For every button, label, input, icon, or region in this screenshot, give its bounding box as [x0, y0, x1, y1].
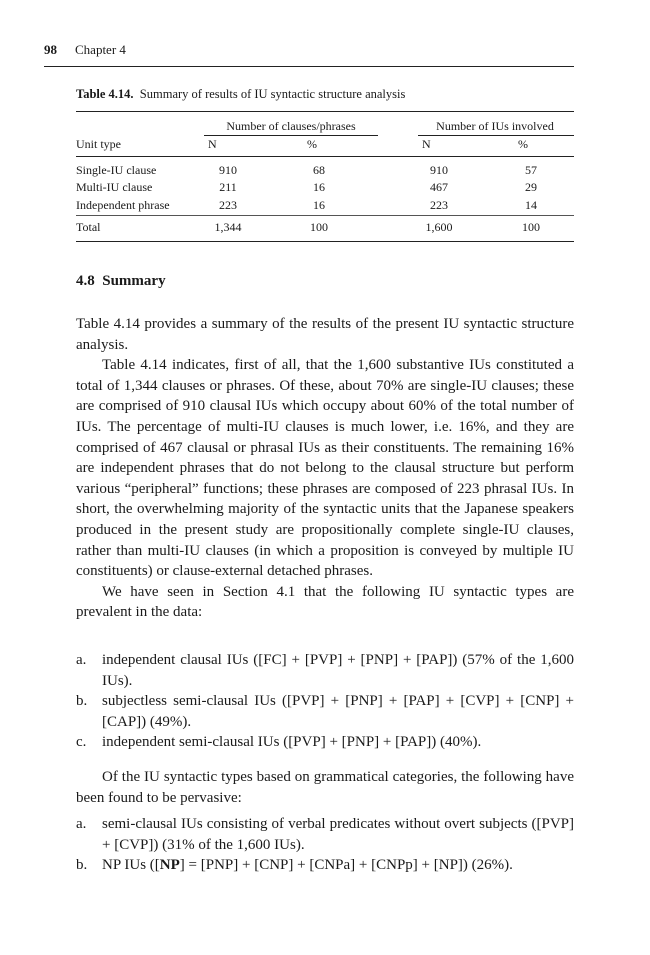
list-marker: a.: [76, 652, 87, 668]
col-header-pct2: %: [518, 137, 528, 151]
body-text-2: [76, 767, 574, 808]
col-header-pct1: %: [307, 137, 317, 151]
group-header-clauses: Number of clauses/phrases: [226, 119, 356, 133]
table-cell: 16: [313, 198, 325, 212]
table-cell: 14: [525, 198, 537, 212]
list-item: [76, 855, 574, 876]
col-header-n1: N: [208, 137, 217, 151]
table-cell: 57: [525, 163, 537, 177]
table-bottom-rule: [76, 241, 574, 242]
table-cell: 100: [522, 220, 540, 234]
table-cell: 1,600: [425, 220, 453, 234]
list-item-text-pre: NP IUs ([: [102, 857, 160, 874]
group-header-ius: Number of IUs involved: [436, 119, 554, 133]
section-number: 4.8: [76, 273, 95, 289]
group-rule-ius: [418, 135, 574, 136]
table-cell: 100: [310, 220, 328, 234]
col-header-n2: N: [422, 137, 431, 151]
table-row-label: Single-IU clause: [76, 163, 157, 177]
table-cell: 68: [313, 163, 325, 177]
paragraph: Of the IU syntactic types based on grammatical categories, the following have been found to be pervasive:: [76, 769, 574, 806]
table-caption-text: Summary of results of IU syntactic structure analysis: [139, 87, 406, 101]
table-header-rule: [76, 156, 574, 157]
list-marker: a.: [76, 816, 87, 832]
chapter-title: Chapter 4: [75, 42, 126, 57]
list-item-text: independent semi-clausal IUs ([PVP] + [PNP] + [PAP]) (40%).: [102, 734, 482, 751]
list-item: [76, 814, 574, 855]
col-header-unit-type: Unit type: [76, 137, 121, 151]
list-item: [76, 650, 574, 691]
table-caption: [76, 87, 405, 102]
list-marker: b.: [76, 857, 88, 874]
grammatical-types-list: [76, 814, 574, 876]
list-item-text: subjectless semi-clausal IUs ([PVP] + [PNP] + [PAP] + [CVP] + [CNP] + [CAP]) (49%).: [102, 693, 574, 730]
paragraph: Table 4.14 indicates, first of all, that the 1,600 substantive IUs constituted a total of 1,344 clauses or phrases. Of these, about 70% are single-IU clauses; these are comprised of 910 clausal IUs which occupy about 60% of the total number of IUs. The percentage of multi-IU clauses is much lower, i.e. 16%, and they are comprised of 467 clausal or phrasal IUs as their constituents. The remaining 16% are independent phrases that do not belong to the clausal structure but perform various “peripheral” functions; these phrases are composed of 223 phrasal IUs. In short, the overwhelming majority of the syntactic units that the Japanese speakers produced in the present study are propositionally complete single-IU clauses, rather than multi-IU clauses (in which a proposition is conveyed by multiple IU constituents) or clause-external detached phrases.: [76, 357, 574, 580]
paragraph: Table 4.14 provides a summary of the results of the present IU syntactic structure analysis.: [76, 316, 574, 353]
group-rule-clauses: [204, 135, 378, 136]
table-cell: 16: [313, 180, 325, 194]
list-item-text: independent clausal IUs ([FC] + [PVP] + [PNP] + [PAP]) (57% of the 1,600 IUs).: [102, 652, 574, 689]
table-total-label: Total: [76, 220, 101, 234]
table-cell: 223: [219, 198, 237, 212]
list-item: [76, 691, 574, 732]
table-row-label: Multi-IU clause: [76, 180, 153, 194]
list-item: [76, 732, 574, 753]
syntactic-types-list: [76, 650, 574, 753]
table-cell: 910: [219, 163, 237, 177]
body-text: [76, 314, 574, 623]
table-total-rule: [76, 215, 574, 216]
list-item-text: semi-clausal IUs consisting of verbal predicates without overt subjects ([PVP] + [CVP]) (31% of the 1,600 IUs).: [102, 816, 574, 853]
table-top-rule: [76, 111, 574, 112]
table-cell: 467: [430, 180, 448, 194]
table-row-label: Independent phrase: [76, 198, 170, 212]
page-number: 98: [44, 42, 57, 57]
list-marker: b.: [76, 693, 88, 710]
list-item-text-bold: NP: [159, 857, 180, 874]
table-caption-label: Table 4.14.: [76, 87, 134, 101]
paragraph: We have seen in Section 4.1 that the following IU syntactic types are prevalent in the data:: [76, 583, 574, 621]
list-item-text-post: ] = [PNP] + [CNP] + [CNPa] + [CNPp] + [NP]) (26%).: [179, 857, 513, 874]
table-cell: 910: [430, 163, 448, 177]
table-cell: 1,344: [214, 220, 242, 234]
table-cell: 223: [430, 198, 448, 212]
running-header: [44, 42, 574, 67]
list-marker: c.: [76, 734, 87, 751]
section-heading: [76, 273, 166, 290]
section-title: Summary: [102, 273, 166, 289]
table-cell: 211: [219, 180, 237, 194]
table-cell: 29: [525, 180, 537, 194]
